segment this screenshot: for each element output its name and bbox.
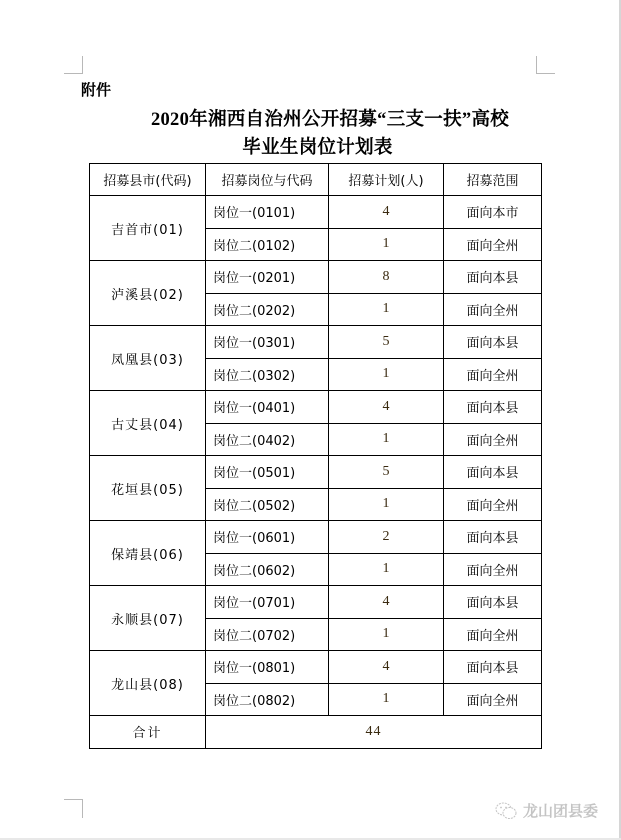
county-cell: 古丈县(04) [90,391,206,456]
scope-cell: 面向全州 [444,488,542,521]
post-cell: 岗位二(0202) [206,293,329,326]
post-cell: 岗位二(0602) [206,553,329,586]
scope-cell: 面向全州 [444,618,542,651]
scope-cell: 面向本县 [444,521,542,554]
count-cell: 4 [329,651,444,684]
table-total-row [90,716,542,749]
count-cell: 4 [329,586,444,619]
post-cell: 岗位一(0801) [206,651,329,684]
count-cell: 4 [329,196,444,229]
count-cell: 8 [329,261,444,294]
post-cell: 岗位二(0302) [206,358,329,391]
count-cell: 5 [329,456,444,489]
scope-cell: 面向全州 [444,423,542,456]
scope-cell: 面向本县 [444,586,542,619]
scope-cell: 面向本县 [444,456,542,489]
count-cell: 1 [329,553,444,586]
post-cell: 岗位一(0501) [206,456,329,489]
scope-cell: 面向本县 [444,261,542,294]
table-header-row [90,164,542,196]
table-row [90,326,542,359]
post-cell: 岗位二(0502) [206,488,329,521]
watermark-text: 龙山团县委 [523,802,599,820]
total-value: 44 [206,716,542,749]
table-row [90,586,542,619]
post-cell: 岗位二(0402) [206,423,329,456]
crop-mark-top-left [64,56,83,74]
county-cell: 吉首市(01) [90,196,206,261]
post-cell: 岗位一(0201) [206,261,329,294]
count-cell: 1 [329,293,444,326]
county-cell: 凤凰县(03) [90,326,206,391]
scope-cell: 面向全州 [444,358,542,391]
scope-cell: 面向全州 [444,553,542,586]
post-cell: 岗位二(0102) [206,228,329,261]
post-cell: 岗位一(0601) [206,521,329,554]
total-label: 合计 [90,716,206,749]
count-cell: 4 [329,391,444,424]
scope-cell: 面向本县 [444,391,542,424]
county-cell: 花垣县(05) [90,456,206,521]
crop-mark-top-right [536,56,555,74]
post-cell: 岗位一(0301) [206,326,329,359]
table-row [90,196,542,229]
scope-cell: 面向全州 [444,683,542,716]
table-row [90,651,542,684]
header-count: 招募计划(人) [329,164,444,196]
count-cell: 1 [329,423,444,456]
scope-cell: 面向本市 [444,196,542,229]
scope-cell: 面向全州 [444,293,542,326]
post-cell: 岗位一(0101) [206,196,329,229]
crop-mark-bottom-left [64,799,83,818]
count-cell: 1 [329,358,444,391]
post-cell: 岗位一(0401) [206,391,329,424]
attachment-label: 附件 [81,81,112,99]
count-cell: 1 [329,618,444,651]
header-post: 招募岗位与代码 [206,164,329,196]
header-county: 招募县市(代码) [90,164,206,196]
document-title-line1: 2020年湘西自治州公开招募“三支一扶”高校 [150,110,510,130]
watermark [495,800,598,821]
count-cell: 1 [329,228,444,261]
wechat-icon [495,802,517,820]
table-row [90,456,542,489]
table-row [90,391,542,424]
post-cell: 岗位二(0802) [206,683,329,716]
table-row [90,261,542,294]
count-cell: 2 [329,521,444,554]
county-cell: 龙山县(08) [90,651,206,716]
header-scope: 招募范围 [444,164,542,196]
table-row [90,521,542,554]
county-cell: 保靖县(06) [90,521,206,586]
recruitment-plan-table [89,163,542,749]
post-cell: 岗位一(0701) [206,586,329,619]
count-cell: 1 [329,683,444,716]
scope-cell: 面向全州 [444,228,542,261]
count-cell: 5 [329,326,444,359]
scope-cell: 面向本县 [444,651,542,684]
count-cell: 1 [329,488,444,521]
scope-cell: 面向本县 [444,326,542,359]
county-cell: 泸溪县(02) [90,261,206,326]
document-title-line2: 毕业生岗位计划表 [242,138,393,158]
post-cell: 岗位二(0702) [206,618,329,651]
county-cell: 永顺县(07) [90,586,206,651]
